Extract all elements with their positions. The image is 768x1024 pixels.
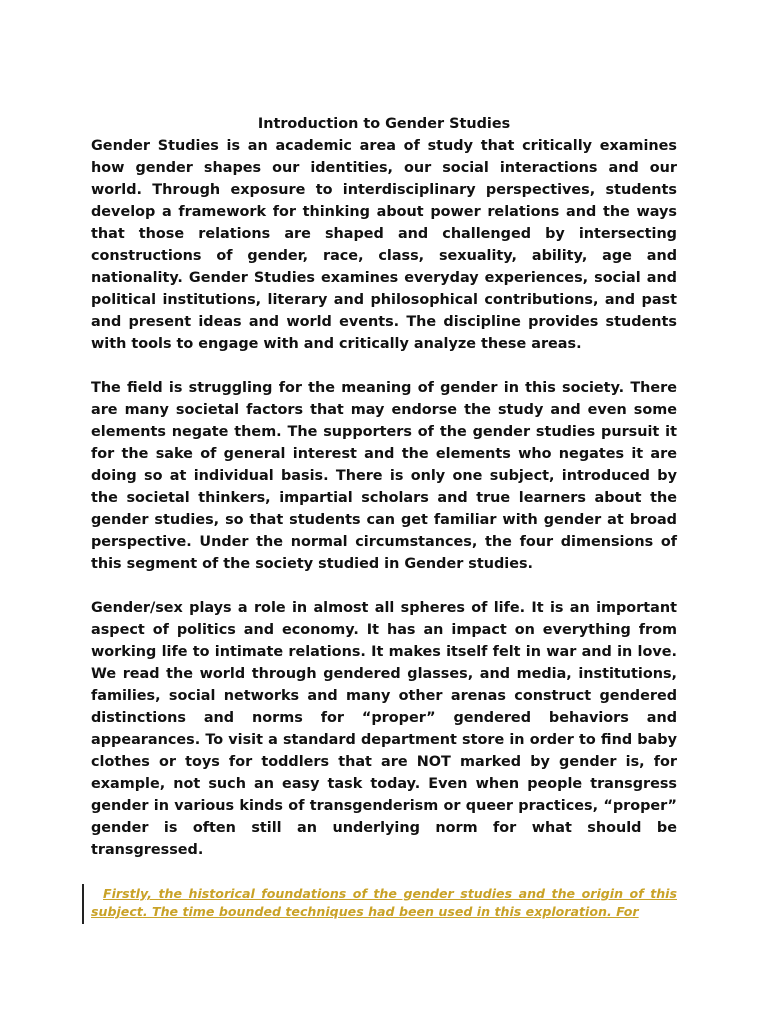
paragraph-gender-sex: Gender/sex plays a role in almost all spheres of life. It is an important aspect of politics and economy. It has an impact on everything from working life to intimate relations. It makes itself felt in war and in love. We read the world through gendered glasses, and media, institutions, families, social networks and many other arenas construct gendered distinctions and norms for “proper” gendered behaviors and appearances. To visit a standard department store in order to find baby clothes or toys for toddlers that are NOT marked by gender is, for example, not such an easy task today. Even when people transgress gender in various kinds of transgenderism or queer practices, “proper” gender is often still an underlying norm for what should be transgressed. <box>91 600 677 858</box>
paragraph-field: The field is struggling for the meaning of gender in this society. There are many societal factors that may endorse the study and even some elements negate them. The supporters of the gender studies pursuit it for the sake of general interest and the elements who negates it are doing so at individual basis. There is only one subject, introduced by the societal thinkers, impartial scholars and true learners about the gender studies, so that students can get familiar with gender at broad perspective. Under the normal circumstances, the four dimensions of this segment of the society studied in Gender studies. <box>91 380 677 572</box>
document-title: Introduction to Gender Studies <box>257 116 511 132</box>
document-body <box>91 113 677 883</box>
change-bar-marker <box>82 884 84 924</box>
tracked-change-text: Firstly, the historical foundations of the gender studies and the origin of this subject. The time bounded techniques had been used in this exploration. For <box>91 886 677 919</box>
paragraph-intro: Gender Studies is an academic area of study that critically examines how gender shapes our identities, our social interactions and our world. Through exposure to interdisciplinary perspectives, students develop a framework for thinking about power relations and the ways that those relations are shaped and challenged by intersecting constructions of gender, race, class, sexuality, ability, age and nationality. Gender Studies examines everyday experiences, social and political institutions, literary and philosophical contributions, and past and present ideas and world events. The discipline provides students with tools to engage with and critically analyze these areas. <box>91 138 677 352</box>
